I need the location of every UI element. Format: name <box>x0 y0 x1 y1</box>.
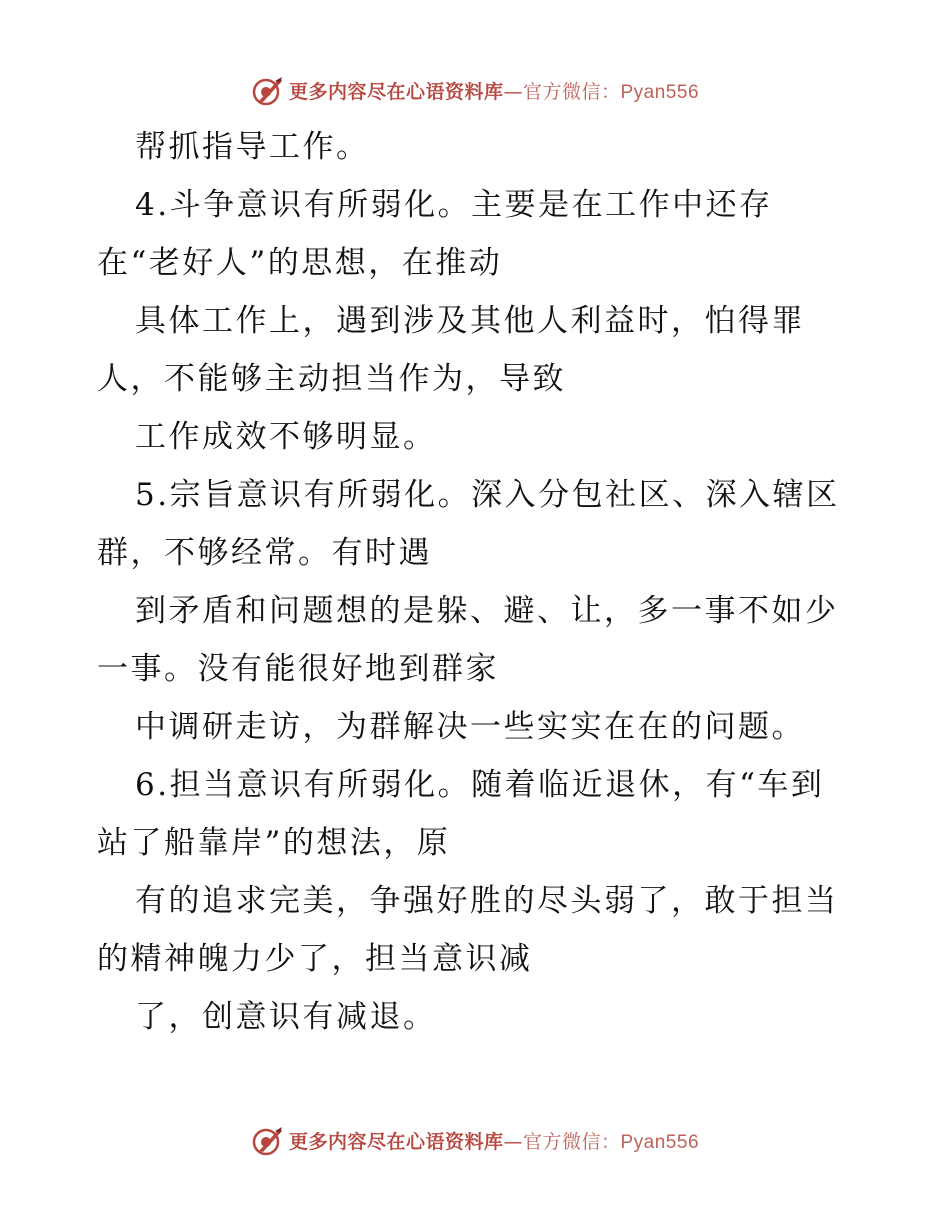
text-line: 站了船靠岸”的想法，原 <box>97 825 451 861</box>
banner-wechat-id: Pyan556 <box>620 81 700 103</box>
text-line: 了，创意识有减退。 <box>135 999 437 1035</box>
banner-text <box>289 1127 699 1154</box>
header-banner <box>0 70 950 110</box>
quill-pen-logo-icon <box>251 1123 285 1157</box>
text-line: 在“老好人”的思想，在推动 <box>97 245 503 281</box>
text-line: 一事。没有能很好地到群家 <box>97 651 499 687</box>
banner-wechat-label: 官方微信： <box>522 80 621 103</box>
text-line: 4.斗争意识有所弱化。主要是在工作中还存 <box>135 187 773 223</box>
text-line: 中调研走访，为群解决一些实实在在的问题。 <box>135 709 805 745</box>
text-line: 有的追求完美，争强好胜的尽头弱了，敢于担当 <box>135 883 839 919</box>
text-line: 群，不够经常。有时遇 <box>97 535 432 571</box>
banner-main-text: 更多内容尽在心语资料库 <box>288 1130 504 1153</box>
banner-dash: — <box>503 1130 523 1153</box>
text-line: 的精神魄力少了，担当意识减 <box>97 941 533 977</box>
banner-main-text: 更多内容尽在心语资料库 <box>288 80 504 103</box>
banner-dash: — <box>503 80 523 103</box>
footer-banner <box>0 1120 950 1160</box>
text-line: 5.宗旨意识有所弱化。深入分包社区、深入辖区 <box>135 477 840 513</box>
text-line: 具体工作上，遇到涉及其他人利益时，怕得罪 <box>135 303 805 339</box>
text-line: 工作成效不够明显。 <box>135 419 437 455</box>
text-line: 人，不能够主动担当作为，导致 <box>97 361 566 397</box>
banner-wechat-label: 官方微信： <box>522 1130 621 1153</box>
document-body <box>97 118 897 1046</box>
text-line: 到矛盾和问题想的是躲、避、让，多一事不如少 <box>135 593 839 629</box>
text-line: 帮抓指导工作。 <box>135 129 370 165</box>
quill-pen-logo-icon <box>251 73 285 107</box>
banner-text <box>289 77 699 104</box>
text-line: 6.担当意识有所弱化。随着临近退休，有“车到 <box>135 767 825 803</box>
banner-wechat-id: Pyan556 <box>620 1131 700 1153</box>
